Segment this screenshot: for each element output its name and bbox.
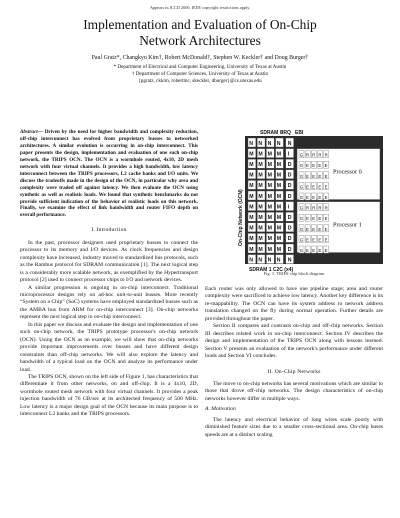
trips-block-diagram bbox=[205, 128, 383, 278]
tile-letter: M bbox=[276, 236, 282, 243]
tile-letter: N bbox=[249, 257, 253, 264]
tile-letter: M bbox=[267, 236, 272, 243]
abstract-lead: Abstract bbox=[20, 129, 38, 135]
processor-tile-letter: G bbox=[299, 205, 304, 211]
processor-tile-letter: E bbox=[312, 195, 316, 200]
processor-tile-letter: E bbox=[318, 184, 322, 190]
intro-paragraph: A similar progression is ongoing in on-chip interconnect. Traditional microprocessor designs rely on ad-hoc unit-to-unit busses. More recently “System on a Chip” (SoC) systems have employed standardized busses such as the AMBA bus from ARM for on-chip interconnect [3]. On-chip networks represent the next logical step in on-chip interconnect. bbox=[20, 284, 198, 321]
tile-letter: M bbox=[258, 162, 263, 168]
processor-tile-letter: E bbox=[324, 195, 328, 200]
section-heading-on-chip-networks: II. On-Chip Networks bbox=[267, 368, 321, 375]
tile-letter: M bbox=[249, 193, 254, 200]
processor-tile-letter: E bbox=[312, 184, 316, 190]
tile-letter: M bbox=[267, 246, 272, 253]
label-sdram1-c2c: SDRAM 1 C2C (x4) bbox=[249, 267, 294, 273]
tile-letter: M bbox=[249, 204, 254, 211]
processor-tile-letter: R bbox=[324, 152, 328, 158]
processor-tile-letter: R bbox=[318, 205, 322, 211]
tile-letter: M bbox=[276, 162, 282, 168]
tile-letter: M bbox=[249, 183, 254, 190]
processor-tile-letter: E bbox=[318, 173, 322, 179]
label-irq: IRQ bbox=[282, 130, 291, 136]
tile-letter: N bbox=[249, 140, 253, 147]
tile-letter: M bbox=[249, 246, 254, 253]
tile-letter: D bbox=[287, 246, 292, 253]
body-paragraph: The move to on-chip networks has several motivations which are similar to those that drove off-chip networks. The design characteristics of on-chip networks however differ in multiple ways. bbox=[205, 380, 383, 402]
tile-letter: M bbox=[267, 183, 272, 190]
body-paragraph: Each router was only allowed to have one pipeline stage; area and router complexity were sacrificed to achieve low latency. Another key difference is its re-mappability. The OCN can have its system address to network address translation changed on the fly during normal operation. Further details are provided throughout the paper. bbox=[205, 286, 383, 322]
tile-letter: N bbox=[276, 140, 281, 147]
tile-letter: M bbox=[258, 204, 263, 211]
label-sdram0: SDRAM 0 bbox=[260, 130, 283, 136]
author-list: Paul Gratz*, Changkyu Kim†, Robert McDonald†, Stephen W. Keckler† and Doug Burger† bbox=[91, 55, 309, 61]
tile-letter: M bbox=[267, 204, 272, 211]
tile-letter: M bbox=[267, 162, 272, 168]
abstract bbox=[20, 129, 198, 219]
processor-tile-letter: G bbox=[299, 173, 304, 179]
processor-tile-letter: E bbox=[318, 216, 322, 222]
tile-letter: D bbox=[287, 236, 292, 243]
body-paragraph: Section II compares and contrasts on-chip and off-chip networks. Section III describes related work in on-chip interconnect. Section IV describes the design and implementation of the TRIPS OCN along with lessons learned. Section V presents an evaluation of the network's performance under different loads and Section VI concludes. bbox=[205, 323, 383, 360]
processor-tile-letter: E bbox=[324, 237, 328, 243]
tile-letter: M bbox=[258, 246, 263, 253]
tile-letter: N bbox=[267, 257, 272, 264]
processor-tile-letter: R bbox=[306, 152, 310, 158]
paper-title bbox=[0, 17, 400, 49]
tile-letter: M bbox=[276, 215, 282, 221]
tile-letter: D bbox=[287, 193, 292, 200]
affiliation-1: * Department of Electrical and Computer Engineering, University of Texas at Austin bbox=[113, 64, 287, 70]
processor-tile-letter: G bbox=[299, 184, 304, 190]
title-line-2: Network Architectures bbox=[139, 33, 261, 48]
processor-tile-letter: E bbox=[318, 195, 322, 200]
tile-letter: D bbox=[287, 172, 292, 179]
processor-tile-letter: E bbox=[312, 163, 316, 169]
tile-letter: M bbox=[249, 162, 254, 168]
processor-tile-letter: E bbox=[306, 184, 309, 190]
tile-letter: M bbox=[249, 236, 254, 243]
processor-tile-letter: E bbox=[318, 226, 322, 232]
tile-letter: D bbox=[287, 225, 292, 232]
tile-letter: N bbox=[258, 257, 263, 264]
processor-tile-letter: E bbox=[306, 195, 309, 200]
tile-letter: M bbox=[258, 236, 263, 243]
tile-letter: N bbox=[276, 257, 281, 264]
processor-tile-letter: E bbox=[312, 237, 316, 243]
processor-tile-letter: E bbox=[312, 226, 316, 232]
processor-tile-letter: E bbox=[318, 237, 322, 243]
tile-letter: D bbox=[287, 162, 292, 168]
processor-tile-letter: R bbox=[312, 152, 316, 158]
processor-tile-letter: E bbox=[306, 226, 309, 232]
processor-tile-letter: E bbox=[306, 216, 309, 222]
tile-letter: M bbox=[276, 225, 282, 232]
left-column bbox=[20, 129, 198, 419]
tile-letter: M bbox=[267, 151, 272, 158]
tile-letter: M bbox=[276, 183, 282, 190]
tile-letter: N bbox=[267, 140, 272, 147]
intro-paragraph: The TRIPS OCN, shown on the left side of Figure 1, has characteristics that differentiate it from other networks, on and off-chip. It is a 4x10, 2D, wormhole routed mesh network with four virtual channels. It provides a peak injection bandwidth of 76 GB/sec at its architected frequency of 500 MHz. Low latency is a major design goal of the OCN because its main purpose is to interconnect L2 banks and the TRIPS processors. bbox=[20, 374, 199, 418]
tile-letter: M bbox=[258, 193, 263, 200]
intro-paragraph: In this paper we discuss and evaluate the design and implementation of one such on-chip network, the TRIPS prototype processor's on-chip network (OCN). Using the OCN as an example, we will show that on-chip networks provide important improvements over busses and have different design constraints than off-chip networks. We will also explore the latency and bandwidth of a typical load on the OCN and analyze its performance under load. bbox=[20, 321, 198, 373]
tile-letter: N bbox=[258, 140, 263, 147]
processor-tile-letter: E bbox=[324, 173, 328, 179]
processor-tile-letter: R bbox=[318, 152, 322, 158]
processor-tile-letter: G bbox=[299, 152, 304, 158]
tile-letter: M bbox=[267, 225, 272, 232]
tile-letter: M bbox=[276, 193, 282, 200]
section-heading-introduction: I. Introduction bbox=[91, 227, 127, 234]
processor-tile-letter: G bbox=[299, 163, 304, 169]
tile-letter: M bbox=[276, 246, 282, 253]
label-ebi: EBI bbox=[295, 130, 304, 136]
processor-tile-letter: E bbox=[306, 248, 309, 253]
processor-tile-letter: R bbox=[306, 205, 310, 211]
processor-tile-letter: E bbox=[312, 216, 316, 222]
processor-tile-letter: E bbox=[324, 184, 328, 190]
title-line-1: Implementation and Evaluation of On-Chip bbox=[83, 17, 317, 32]
processor-tile-letter: E bbox=[306, 163, 309, 169]
processor-tile-letter: E bbox=[306, 173, 309, 179]
tile-letter: M bbox=[276, 204, 282, 211]
tile-letter: M bbox=[258, 172, 263, 179]
processor-tile-letter: E bbox=[318, 248, 322, 253]
abstract-body: — Driven by the need for higher bandwidth and complexity reduction, off-chip interconnect has evolved from proprietary busses to networked architectures. A similar evolution is occurring in on-chip interconnect. This paper presents the design, implementation and evaluation of one such on-chip network, the TRIPS OCN. The OCN is a wormhole routed, 4x10, 2D mesh network with four virtual channels. It provides a high bandwidth, low latency interconnect between the TRIPS processors, L2 cache banks and I/O units. We discuss the tradeoffs made in the design of the OCN, in particular why area and complexity were traded off against latency. We then evaluate the OCN using synthetic as well as realistic loads. We found that synthetic benchmarks do not provide sufficient indication of the behavior of realistic loads on this network. Finally, we examine the effect of link bandwidth and router FIFO depth on overall performance. bbox=[20, 129, 198, 219]
processor-label: Processor 1 bbox=[333, 221, 362, 229]
processor-tile-letter: E bbox=[312, 173, 316, 179]
processor-tile-letter: G bbox=[299, 237, 304, 243]
processor-tile-letter: E bbox=[318, 163, 322, 169]
processor-tile-letter: E bbox=[324, 216, 328, 222]
tile-letter: M bbox=[258, 151, 263, 158]
tile-letter: D bbox=[287, 215, 292, 221]
right-column bbox=[205, 286, 383, 439]
copyright-notice: Appears in ICCD 2006. IEEE copyright restrictions apply. bbox=[149, 5, 251, 10]
tile-letter: M bbox=[258, 215, 263, 221]
tile-letter: M bbox=[249, 225, 254, 232]
processor-tile-letter: G bbox=[299, 248, 304, 253]
processor-tile-letter: G bbox=[299, 195, 304, 200]
processor-tile-letter: R bbox=[324, 205, 328, 211]
tile-letter: M bbox=[249, 151, 254, 158]
intro-paragraph: In the past, processor designers used proprietary busses to connect the processor to its memory and I/O devices. As clock frequencies and design complexity have increased, industry moved to standardized bus protocols, such as the Rambus protocol for SDRAM communication [1]. The next logical step is a considerably more scalable network, as exemplified by the Hypertransport protocol [2] used to connect processor chips to I/O and network devices. bbox=[20, 239, 198, 284]
tile-letter: M bbox=[267, 215, 272, 221]
tile-letter: N bbox=[287, 257, 292, 264]
processor-tile-letter: E bbox=[306, 237, 309, 243]
tile-letter: N bbox=[287, 140, 292, 147]
ocn-side-label: On-Chip Network (OCN) bbox=[238, 189, 244, 246]
processor-tile-letter: R bbox=[312, 205, 316, 211]
processor-tile-letter: E bbox=[324, 226, 328, 232]
tile-letter: D bbox=[287, 183, 292, 190]
tile-letter: I bbox=[287, 151, 290, 158]
tile-letter: I bbox=[287, 204, 290, 211]
processor-tile-letter: G bbox=[299, 226, 304, 232]
affiliation-2: † Department of Computer Sciences, University of Texas at Austin bbox=[131, 71, 269, 77]
tile-letter: M bbox=[276, 151, 282, 158]
tile-letter: M bbox=[267, 172, 272, 179]
processor-tile-letter: E bbox=[324, 163, 328, 169]
processor-label: Processor 0 bbox=[333, 168, 362, 176]
processor-tile-letter: E bbox=[324, 248, 328, 253]
tile-letter: M bbox=[249, 215, 254, 221]
tile-letter: M bbox=[258, 225, 263, 232]
processor-tile-letter: G bbox=[299, 216, 304, 222]
author-emails: {pgratz, ckkim, robertmc, skeckler, dburger}@cs.utexas.edu bbox=[138, 78, 262, 84]
tile-letter: M bbox=[249, 172, 254, 179]
tile-letter: M bbox=[267, 193, 272, 200]
figure-caption: Fig. 1. TRIPS chip block diagram bbox=[263, 271, 325, 276]
body-paragraph: The latency and electrical behavior of long wires scale poorly with diminished feature sizes due to a smaller cross-sectional area. On-chip buses speeds are at a distinct scaling bbox=[205, 416, 383, 438]
tile-letter: M bbox=[258, 183, 263, 190]
tile-letter: M bbox=[276, 172, 282, 179]
subsection-heading-motivation: A. Motivation bbox=[205, 406, 236, 413]
processor-tile-letter: E bbox=[312, 248, 316, 253]
